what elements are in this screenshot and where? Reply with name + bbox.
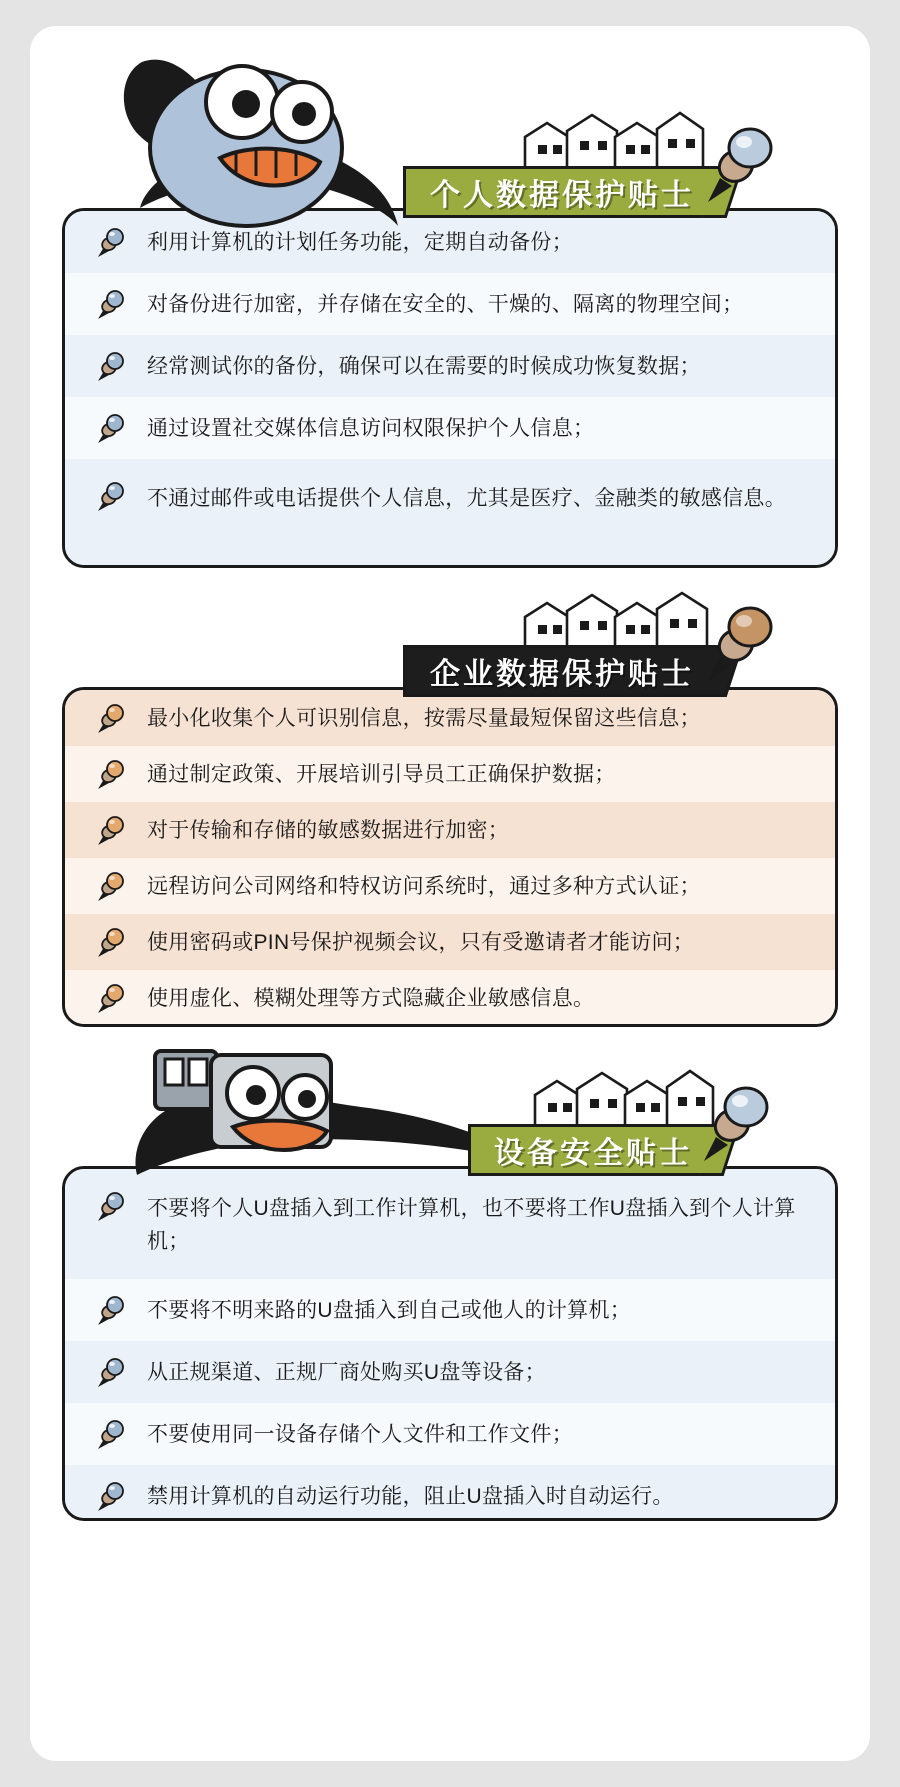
pin-icon bbox=[95, 760, 125, 790]
tip-text: 使用密码或PIN号保护视频会议，只有受邀请者才能访问； bbox=[147, 930, 695, 954]
tip-text: 远程访问公司网络和特权访问系统时，通过多种方式认证； bbox=[147, 874, 701, 898]
pin-icon bbox=[95, 704, 125, 734]
pin-icon bbox=[95, 872, 125, 902]
tip-row bbox=[65, 335, 835, 397]
tip-text: 不要将个人U盘插入到工作计算机，也不要将工作U盘插入到个人计算机； bbox=[147, 1197, 796, 1253]
section-title-device bbox=[468, 1124, 718, 1176]
section-title-enterprise bbox=[403, 645, 721, 697]
tip-row bbox=[65, 690, 835, 746]
push-pin-large-3 bbox=[698, 1083, 770, 1163]
tip-text: 使用虚化、模糊处理等方式隐藏企业敏感信息。 bbox=[147, 986, 595, 1010]
tip-text: 不要使用同一设备存储个人文件和工作文件； bbox=[147, 1422, 573, 1446]
section-title-text: 设备安全贴士 bbox=[494, 1137, 692, 1170]
tip-row bbox=[65, 970, 835, 1026]
tip-row bbox=[65, 459, 835, 568]
tips-card-enterprise bbox=[62, 687, 838, 1027]
push-pin-large-2 bbox=[702, 603, 774, 683]
pin-icon bbox=[95, 290, 125, 320]
tip-text: 从正规渠道、正规厂商处购买U盘等设备； bbox=[147, 1360, 546, 1384]
pin-icon bbox=[95, 1192, 125, 1222]
tip-text: 对备份进行加密，并存储在安全的、干燥的、隔离的物理空间； bbox=[147, 292, 744, 316]
tips-card-device bbox=[62, 1166, 838, 1521]
tip-text: 通过设置社交媒体信息访问权限保护个人信息； bbox=[147, 416, 595, 440]
pin-icon bbox=[95, 482, 125, 512]
pin-icon bbox=[95, 1420, 125, 1450]
tip-text: 不要将不明来路的U盘插入到自己或他人的计算机； bbox=[147, 1298, 632, 1322]
poster-paper bbox=[30, 26, 870, 1761]
tips-card-personal bbox=[62, 208, 838, 568]
section-title-personal bbox=[403, 166, 721, 218]
tips-rows-personal bbox=[65, 211, 835, 565]
tip-text: 禁用计算机的自动运行功能，阻止U盘插入时自动运行。 bbox=[147, 1484, 674, 1508]
tip-text: 对于传输和存储的敏感数据进行加密； bbox=[147, 818, 510, 842]
tip-row bbox=[65, 802, 835, 858]
tip-row bbox=[65, 1279, 835, 1341]
push-pin-large-1 bbox=[702, 124, 774, 204]
section-title-text: 个人数据保护贴士 bbox=[430, 179, 694, 212]
tips-rows-device bbox=[65, 1169, 835, 1518]
tip-row bbox=[65, 1403, 835, 1465]
pin-icon bbox=[95, 984, 125, 1014]
tip-text: 经常测试你的备份，确保可以在需要的时候成功恢复数据； bbox=[147, 354, 701, 378]
pin-icon bbox=[95, 928, 125, 958]
tip-row bbox=[65, 746, 835, 802]
tip-row bbox=[65, 397, 835, 459]
section-device bbox=[30, 1041, 870, 1761]
tip-row bbox=[65, 1341, 835, 1403]
tip-row bbox=[65, 273, 835, 335]
tip-text: 通过制定政策、开展培训引导员工正确保护数据； bbox=[147, 762, 616, 786]
tip-text: 不通过邮件或电话提供个人信息，尤其是医疗、金融类的敏感信息。 bbox=[147, 487, 786, 510]
pin-icon bbox=[95, 816, 125, 846]
tip-text: 利用计算机的计划任务功能，定期自动备份； bbox=[147, 230, 573, 254]
section-title-text: 企业数据保护贴士 bbox=[430, 658, 694, 691]
section-enterprise bbox=[30, 571, 870, 1041]
tip-row bbox=[65, 1465, 835, 1521]
tip-row bbox=[65, 858, 835, 914]
pin-icon bbox=[95, 414, 125, 444]
pin-icon bbox=[95, 1482, 125, 1512]
pin-icon bbox=[95, 352, 125, 382]
pin-icon bbox=[95, 1296, 125, 1326]
section-personal bbox=[30, 26, 870, 571]
tips-rows-enterprise bbox=[65, 690, 835, 1024]
rooftops-decoration-2 bbox=[520, 581, 720, 651]
rooftops-decoration-3 bbox=[530, 1059, 720, 1129]
blue-blob-mascot bbox=[70, 40, 400, 245]
rooftops-decoration-1 bbox=[520, 101, 710, 171]
tip-text: 最小化收集个人可识别信息，按需尽量最短保留这些信息； bbox=[147, 706, 701, 730]
pin-icon bbox=[95, 1358, 125, 1388]
tip-row bbox=[65, 914, 835, 970]
